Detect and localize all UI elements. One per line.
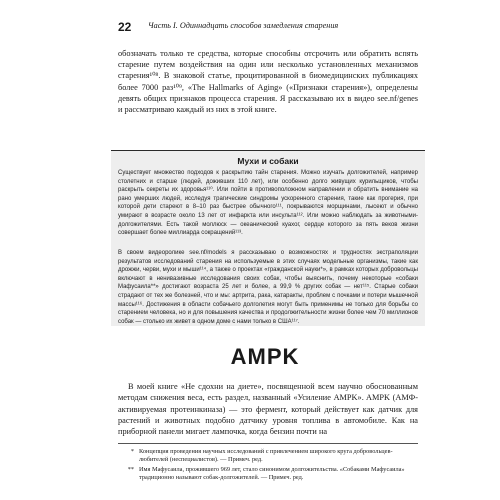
footnote-divider bbox=[118, 443, 418, 444]
footnotes bbox=[118, 448, 418, 484]
footnote-text: Имя Мафусаила, прожившего 969 лет, стало синонимом долгожительства. «Собаками Мафусаила» традиционно называют собак-долгожителей. — Примеч. ред. bbox=[139, 465, 405, 482]
sidebar-paragraph-1: Существует множество подходов к раскрытию тайн старения. Можно изучать долгожителей, например столетних и старше (людей, доживших 110 лет), или особенно долго живущих курильщиков, чтобы раскрыть секреты их здоровья¹¹⁰. Или пойти в противоположном направлении и обратить внимание на рано умерших людей, исследуя трагические синдромы ускоренного старения, такие как прогерия, при которой дети стареют в 8–10 раз быстрее обычного¹¹¹, покрываются морщинами, лысеют и обычно умирают в возрасте около 13 лет от инфаркта или инсульта¹¹². Или можно наблюдать за животными-долгожителями. Есть такой моллюск — океанический куахог, сердце которого за пять веков жизни совершает более миллиарда сокращений¹¹³. bbox=[118, 170, 418, 237]
page-number: 22 bbox=[118, 20, 132, 34]
sidebar-box bbox=[111, 150, 425, 326]
footnote-mark: ** bbox=[127, 465, 134, 473]
running-title: Часть I. Одиннадцать способов замедления старения bbox=[148, 21, 339, 30]
page-header bbox=[118, 20, 418, 34]
section-paragraph: В моей книге «Не сдохни на диете», посвященной всем научно обоснованным методам снижения веса, есть раздел, названный «Усиление AMPK». AMPK (АМФ-активируемая протеинкиназа) — это фермент, который действует как датчик для растений и животных подобно датчику уровня топлива в автомобиле. Как на приборной панели мигает лампочка, когда бензин почти на bbox=[118, 382, 418, 437]
footnote bbox=[118, 466, 418, 483]
sidebar-title: Мухи и собаки bbox=[237, 156, 299, 166]
footnote bbox=[118, 448, 418, 465]
intro-paragraph: обозначать только те средства, которые способны отсрочить или обратить вспять старение путем воздействия на один или несколько установленных механизмов старения¹⁰⁸. В знаковой статье, процитированной в биомедицинских публикациях более 7000 раз¹⁰⁹, «The Hallmarks of Aging» («Признаки старения»), определены девять общих признаков процесса старения. Я рассказываю их в видео see.nf/genes и рассматриваю каждый из них в этой книге. bbox=[118, 49, 418, 115]
footnote-mark: * bbox=[130, 448, 134, 455]
sidebar-paragraph-2: В своем видеоролике see.nf/models я рассказываю о возможностях и трудностях экстраполяции результатов исследований старения на используемые в этих случаях модельные организмы, такие как дрожжи, черви, мухи и мыши¹¹⁴, а также о проектах «гражданской науки*», в рамках которых добровольцы включают в ненивазивные исследования своих собак, чтобы выяснить, почему некоторые «собаки Мафусаила**» достигают возраста 25 лет и более, а 99,9 % других собак — нет¹¹⁵. Старые собаки страдают от тех же болезней, что и мы: артрита, рака, катаракты, проблем с почками и потери мышечной массы¹¹⁶. Достижения в области собачьего долголетия могут быть применимы не только для борьбы со старением человека, но и для повышения качества и продолжительности жизни более чем 70 миллионов собак — столько их живет в одном доме с нами только в США¹¹⁷. bbox=[118, 250, 418, 325]
footnote-text: Концепция проведения научных исследований с привлечением широкого круга добровольцев-любителей (неспециалистов). — Примеч. ред. bbox=[139, 448, 393, 464]
section-title: AMPK bbox=[230, 344, 300, 369]
